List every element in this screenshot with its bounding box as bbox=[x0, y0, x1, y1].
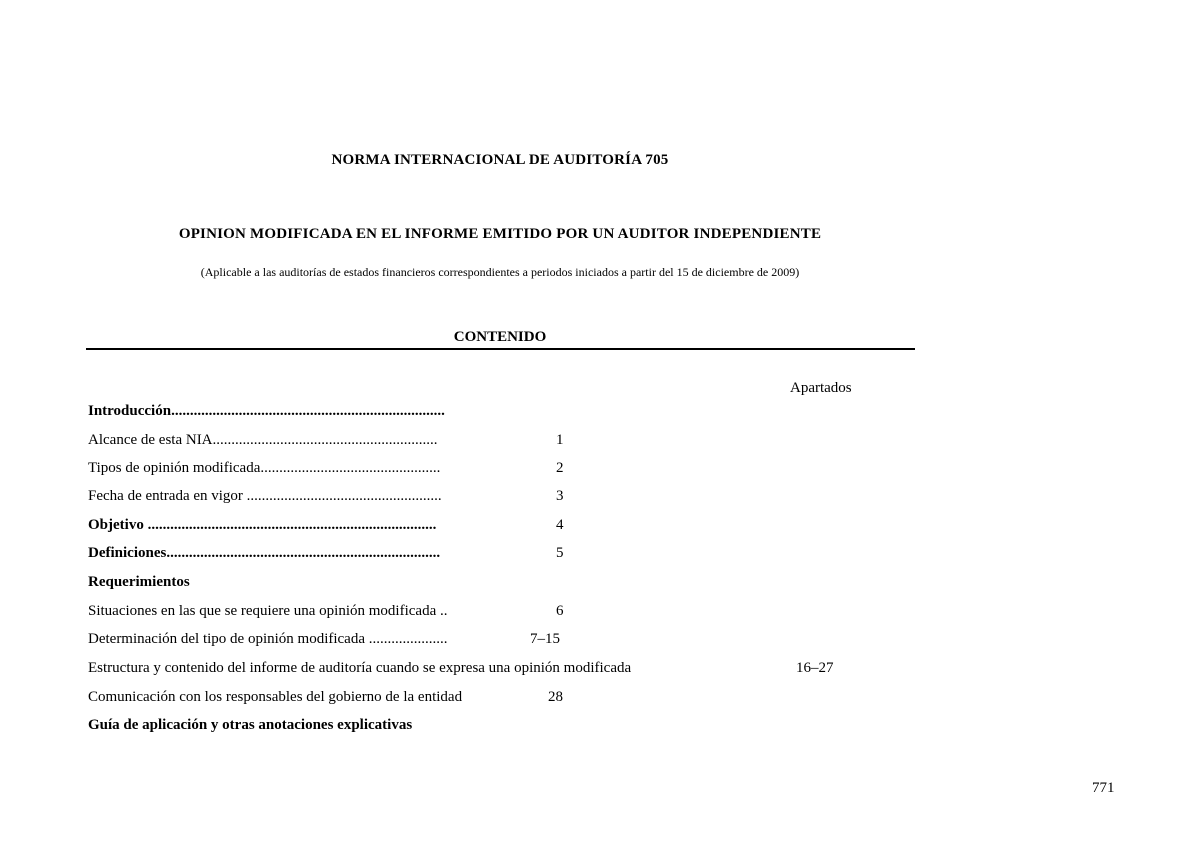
contents-heading: CONTENIDO bbox=[453, 329, 547, 345]
toc-label: Alcance de esta NIA............................................................ bbox=[88, 432, 438, 448]
toc-paragraph-number: 2 bbox=[556, 460, 564, 476]
heading-divider bbox=[86, 348, 915, 350]
toc-label: Tipos de opinión modificada................................................ bbox=[88, 460, 441, 476]
toc-label: Fecha de entrada en vigor .................................................... bbox=[88, 488, 442, 504]
toc-label: Determinación del tipo de opinión modificada ..................... bbox=[88, 631, 448, 647]
toc-label: Comunicación con los responsables del gobierno de la entidad bbox=[88, 689, 463, 705]
toc-label: Definiciones......................................................................... bbox=[88, 545, 441, 561]
toc-label: Requerimientos bbox=[88, 574, 190, 590]
document-title: NORMA INTERNACIONAL DE AUDITORÍA 705 bbox=[331, 152, 669, 168]
document-subtitle: OPINION MODIFICADA EN EL INFORME EMITIDO POR UN AUDITOR INDEPENDIENTE bbox=[178, 226, 822, 242]
toc-label: Guía de aplicación y otras anotaciones explicativas bbox=[88, 717, 413, 733]
toc-label: Objetivo ............................................................................. bbox=[88, 517, 437, 533]
toc-label: Introducción......................................................................... bbox=[88, 403, 445, 419]
toc-label: Estructura y contenido del informe de auditoría cuando se expresa una opinión modificada bbox=[88, 660, 632, 676]
toc-paragraph-number: 5 bbox=[556, 545, 564, 561]
applicability-note: (Aplicable a las auditorías de estados financieros correspondientes a periodos iniciados a partir del 15 de diciembre de 2009) bbox=[200, 265, 800, 279]
toc-paragraph-number: 6 bbox=[556, 603, 564, 619]
toc-paragraph-number: 16–27 bbox=[796, 660, 834, 676]
toc-paragraph-number: 4 bbox=[556, 517, 564, 533]
toc-paragraph-number: 28 bbox=[548, 689, 563, 705]
toc-paragraph-number: 7–15 bbox=[530, 631, 560, 647]
paragraphs-column-header: Apartados bbox=[790, 380, 852, 396]
page-number: 771 bbox=[1092, 780, 1115, 796]
toc-paragraph-number: 1 bbox=[556, 432, 564, 448]
toc-label: Situaciones en las que se requiere una opinión modificada .. bbox=[88, 603, 448, 619]
toc-paragraph-number: 3 bbox=[556, 488, 564, 504]
